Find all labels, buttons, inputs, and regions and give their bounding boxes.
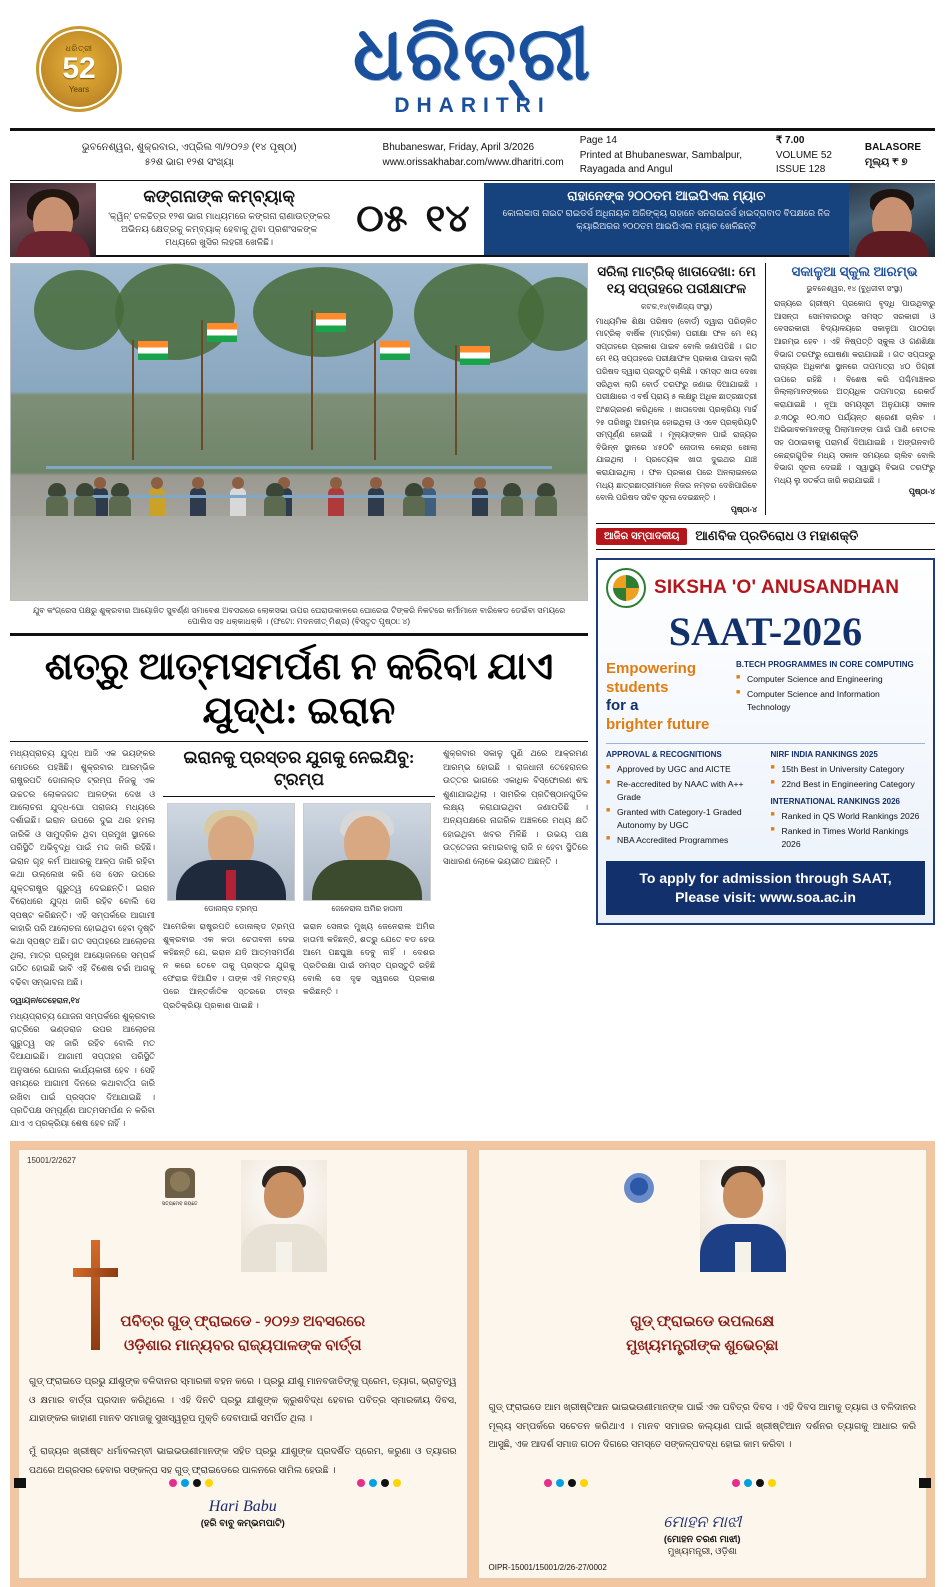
lead-col-1 (10, 747, 155, 1131)
story1-body: ମାଧ୍ୟମିକ ଶିକ୍ଷା ପରିଷଦ (ବୋର୍ଡ) ଦ୍ୱାରା ପରିଚାଳିତ ମାଟ୍ରିକ୍ ବାର୍ଷିକ (ମାଟ୍ରିକ) ପରୀକ୍ଷା ଫଳ ମେ ୧ୟ ସପ୍ତାହରେ ପ୍ରକାଶ ପାଇବ ବୋଲି ଜଣାପଡିଛି । ଗତ ମେ ୧ୟ ସପ୍ତାହରେ ପରୀକ୍ଷାଫଳ ପ୍ରକାଶ ପାଇବା ଲାଗି ପରିଷଦ ଦ୍ୱାରା ପ୍ରସ୍ତୁତି ଚାଲିଛି । ସମସ୍ତ ଖାତା ଦେଖା ସରିଥିବା ଲାଗି ବୋର୍ଡ ତରଫରୁ ଜଣାଇ ଦିଆଯାଇଛି । ପରୀକ୍ଷାରେ ଏ ବର୍ଷ ପ୍ରାୟ ୫ ଲକ୍ଷରୁ ଅଧିକ ଛାତ୍ରଛାତ୍ରୀ ଅଂଶଗ୍ରହଣ କରିଥିଲେ । ଖାତାଦେଖା ପ୍ରକ୍ରିୟା ମାର୍ଚ୍ଚ ୨୫ ତାରିଖରୁ ଆରମ୍ଭ ହୋଇଥିଲା ଓ ଏବେ ପ୍ରକ୍ରିୟାଟି ସମ୍ପୂର୍ଣ୍ଣ ହୋଇଛି । ମୂଲ୍ୟାଙ୍କନ ପାଇଁ ରାଜ୍ୟର ବିଭିନ୍ନ ସ୍ଥାନରେ ୪୫୦ଟି ନୋଡାଲ କେନ୍ଦ୍ର ଖୋଲା ଯାଇଥିଲା । ପ୍ରତ୍ୟେକ ଖାତା ଦୁଇଥର ଯାଞ୍ଚ କରାଯାଇଥିଲା । ଫଳ ପ୍ରକାଶ ପରେ ଅନଲାଇନରେ ମଧ୍ୟ ଛାତ୍ରଛାତ୍ରୀମାନେ ନିଜର ନମ୍ବର ଦେଖିପାରିବେ ବୋଲି ପରିଷଦ ସଚିବ ସୂଚନା ଦେଇଛନ୍ତି । (596, 316, 757, 503)
soa-tagline-3: for a (606, 697, 639, 715)
soa-rankings-heading: NIRF INDIA RANKINGS 2025 (770, 749, 878, 759)
logo (352, 14, 593, 118)
ad2-top (489, 1160, 917, 1280)
promo-number-left: ୦୫ (356, 197, 408, 240)
ad-id: 15001/2/2627 (27, 1155, 76, 1165)
ad2-title-line2: ମୁଖ୍ୟମନ୍ତ୍ରୀଙ୍କ ଶୁଭେଚ୍ଛା (626, 1337, 779, 1354)
promo-blue-body: କୋଲକାତା ନାଇଟ ରାଇଡର୍ସ ଅଧିନାୟକ ଅଜିଙ୍କ୍ୟ ରାହାନେ ସନରାଇଜର୍ସ ହାଇଦ୍ରାବାଦ ବିପକ୍ଷରେ ନିଜ କ୍ୟାରିଅରର ୨୦୦ତମ ଆଇପିଏଲ ମ୍ୟାଚ ଖେଳିଛନ୍ତି (502, 207, 830, 231)
emblem-motto: ସତ୍ୟମେବ ଜୟତେ (161, 1201, 198, 1208)
odisha-state-emblem-icon (618, 1160, 660, 1216)
portrait-general (303, 803, 431, 914)
soa-tagline-1: Empowering (606, 659, 697, 677)
right-column (596, 263, 935, 1131)
ad2-title-line1: ଗୁଡ୍ ଫ୍ରାଇଡେ ଉପଲକ୍ଷେ (630, 1313, 775, 1330)
reg-mark-black (14, 1478, 26, 1488)
anniversary-badge (36, 26, 122, 112)
ad1-body-p2: ମୁଁ ରାଜ୍ୟର ଖ୍ରୀଷ୍ଟ ଧର୍ମାବଲମ୍ବୀ ଭାଇଭଉଣୀମାନଙ୍କ ସହିତ ପ୍ରଭୁ ଯୀଶୁଙ୍କ ପ୍ରଦର୍ଶିତ ପ୍ରେମ, କରୁଣା ଓ ତ୍ୟାଗର ପଥରେ ଅଗ୍ରସର ହେବାର ସଙ୍କଳ୍ପ ସହ ଗୁଡ୍ ଫ୍ରାଇଡେରେ ପାଳନରେ ସାମିଲ ହେଉଛି । (29, 1445, 457, 1476)
soa-footer-line1: To apply for admission through SAAT, (639, 870, 892, 887)
badge-number: 52 (62, 52, 96, 85)
christian-cross-icon (65, 1240, 125, 1350)
promo-news-title: କଙ୍ଗନାଙ୍କ କମ୍ବ୍ୟାକ୍ (143, 186, 295, 206)
lead-photo (10, 263, 588, 601)
reg-mark-set (357, 1479, 401, 1487)
badge-sub-text: Years (68, 85, 90, 94)
portrait-trump (167, 803, 295, 914)
photo-caption: ଯୁବ କଂଗ୍ରେସ ପକ୍ଷରୁ ଶୁକ୍ରବାର ଆୟୋଜିତ ସୁବର୍ଣ୍ଣ ସମାବେଶ ଅବସରରେ ଲୋକସଭା ଉପର ଘେରାଉକାଳରେ ଘୋରେଇ ଟିଙ୍କରି ନିକଟରେ କର୍ମୀମାନେ ବାରିକେଡ ଡେଇଁଁବା ସମୟରେ ପୋଲିସ ସହ ଧକ୍କାଧକ୍କି । (ଫଟୋ: ମଦନଜୀତ୍ ମିଶ୍ର) (ବିସ୍ତୃତ ପୃଷ୍ଠା: ୪) (32, 605, 566, 626)
ad2-title (489, 1310, 917, 1358)
promo-number-right: ୧୪ (425, 197, 470, 240)
info-left (10, 141, 369, 170)
oipr-code: OIPR-15001/15001/2/26-27/0002 (488, 1562, 607, 1572)
soa-middle (606, 660, 925, 735)
editorial-bar (596, 523, 935, 550)
portrait-trump-caption: ଡୋନାଲ୍ଡ ଟ୍ରମ୍ପ (204, 903, 258, 913)
column-divider (765, 263, 766, 515)
promo-news-right (484, 183, 849, 255)
soa-header (606, 568, 925, 608)
soa-approval-item: ■ Re-accredited by NAAC with A++ Grade (606, 778, 761, 803)
lead-headline: ଶତ୍ରୁ ଆତ୍ମସମର୍ପଣ ନ କରିବା ଯାଏ ଯୁଦ୍ଧ: ଇରାନ (44, 645, 554, 732)
soa-intl-item: ■ Ranked in Times World Rankings 2026 (771, 825, 926, 850)
bottom-advertisements (10, 1141, 935, 1587)
national-emblem-icon (159, 1160, 201, 1216)
soa-approvals (606, 750, 761, 853)
print-registration-marks (0, 1472, 945, 1494)
info-right (369, 134, 935, 178)
promo-blue-title: ରାହାନେଙ୍କ ୨୦୦ତମ ଆଇପିଏଲ ମ୍ୟାଚ (567, 187, 766, 203)
mid-body-col2: ଇରାନ ସେନାର ମୁଖ୍ୟ ଜେନେରାଲ ଅମିର ହାତାମୀ କହିଛନ୍ତି, ଶତ୍ରୁ ଯେତେ ବଡ ହେଉ ଆମେ ପଛଘୁଞ୍ଚା ଦେବୁ ନାହିଁ । ଦେଶର ପ୍ରତିରକ୍ଷା ପାଇଁ ସମସ୍ତ ପ୍ରସ୍ତୁତି ରହିଛି ବୋଲି ସେ ଦୃଢ ସ୍ୱରରେ ପ୍ରକାଶ କରିଛନ୍ତି । (303, 921, 436, 997)
price-odia: ମୂଲ୍ୟ ₹ ୭ (864, 156, 908, 168)
soa-programme-item: ■ Computer Science and Engineering (736, 673, 925, 685)
soa-institution-name: SIKSHA 'O' ANUSANDHAN (654, 576, 900, 598)
main-content (10, 263, 935, 1131)
signature-mark: ମୋହନ ମାଝୀ (663, 1514, 742, 1532)
editorial-tag: ଆଜିର ସମ୍ପାଦକୀୟ (596, 528, 687, 545)
story2-headline: ସକାଳୁଆ ସ୍କୁଲ ଆରମ୍ଭ (791, 263, 918, 279)
chief-minister-photo (700, 1160, 786, 1272)
reg-mark-set (169, 1479, 213, 1487)
soa-logo-icon (606, 568, 646, 608)
soa-rankings (771, 750, 926, 853)
mid-story (163, 747, 435, 1131)
story-matric-results (596, 263, 757, 515)
reg-mark-set (732, 1479, 776, 1487)
promo-strip (10, 183, 935, 257)
leader-portraits (163, 803, 435, 914)
badge-top-text: ଧରିତ୍ରୀ (65, 44, 93, 53)
right-stories (596, 263, 935, 515)
female-celebrity-portrait (10, 183, 96, 257)
edition-name: BALASORE (864, 142, 921, 154)
soa-footer[interactable] (606, 861, 925, 915)
cm-greeting-ad (478, 1149, 928, 1579)
story1-headline: ସରିଲା ମାଟ୍ରିକ୍ ଖାତାଦେଖା: ମେ ୧ୟ ସପ୍ତାହରେ ପରୀକ୍ଷାଫଳ (597, 263, 756, 297)
soa-bottom-columns (606, 743, 925, 853)
price: ₹ 7.00 (775, 135, 805, 146)
mid-body-col1: ଆମେରିକା ରାଷ୍ଟ୍ରପତି ଡୋନାଲ୍ଡ ଟ୍ରମ୍ପ ଶୁକ୍ରବାର ଏକ କଡା ଚେତାବନୀ ଦେଇ କହିଛନ୍ତି ଯେ, ଇରାନ ଯଦି ଆତ୍ମସମର୍ପଣ ନ କରେ ତେବେ ତାକୁ ପ୍ରସ୍ତର ଯୁଗକୁ ଫେରାଇ ଦିଆଯିବ । ତାଙ୍କ ଏହି ମନ୍ତବ୍ୟ ପରେ ଆନ୍ତର୍ଜାତିକ ସ୍ତରରେ ତୀବ୍ର ପ୍ରତିକ୍ରିୟା ପ୍ରକାଶ ପାଇଛି । (162, 921, 295, 1010)
headline-divider (10, 633, 588, 636)
lead-col2-text: ମଧ୍ୟପ୍ରାଚ୍ୟ ଯୋଜନା ସମ୍ପର୍କରେ ଶୁକ୍ରବାର ରାତ୍ରିରେ ଭଣ୍ଡରାଜ ଉପର ଆଲୋଚନା ଗୁରୁତ୍ୱ ସହ ଜାରି ରହିବ ବୋଲି ମତ ଦିଆଯାଇଛି। ଆଗାମୀ ସପ୍ତାହର ପରିସ୍ଥିତି ଅନୁସାରେ ଯୋଜନା କାର୍ଯ୍ୟକାରୀ ହେବ । ସେହି ସମୟରେ ଆଗାମୀ ଦିନରେ କଥାବାର୍ତ୍ତା ଜାରି ରଖିବା ପାଇଁ ପ୍ରସ୍ତାବ ଦିଆଯାଇଛି । ପ୍ରତିପକ୍ଷ ସମ୍ପୂର୍ଣ୍ଣ ଆତ୍ମସମର୍ପଣ ନ କରିବା ଯାଏ ଏ ପ୍ରକ୍ରିୟା ଶେଷ ହେବ ନାହିଁ । (10, 1010, 155, 1129)
story1-dateline: କଟକ,୧୪(ବାଣିଜ୍ୟ ସଂସ୍ଥା) (640, 301, 713, 311)
governor-greeting-ad (18, 1149, 468, 1579)
page-number: Page 14 (579, 135, 617, 146)
story2-dateline: ଭୁବନେଶ୍ୱର, ୧୪ (ବୁଧିଜୀବୀ ସଂସ୍ଥା) (806, 284, 903, 294)
ad1-signature (29, 1498, 457, 1529)
logo-english: DHARITRI (394, 94, 551, 117)
sub-headline: ଇରାନକୁ ପ୍ରସ୍ତର ଯୁଗକୁ ନେଇଯିବୁ: ଟ୍ରମ୍ପ (163, 747, 435, 797)
mid-body (163, 920, 435, 1012)
signature-mark: Hari Babu (208, 1497, 277, 1515)
soa-programme-item: ■ Computer Science and Information Technology (736, 688, 925, 713)
lead-byline: ଡ୍ୱାୟନ/ତେହେରାନ,୧୪ (10, 996, 80, 1006)
ad2-body: ଗୁଡ୍ ଫ୍ରାଇଡେ ଆମ ଖ୍ରୀଷ୍ଟିଆନ ଭାଇଭଉଣୀମାନଙ୍କ ପାଇଁ ଏକ ପବିତ୍ର ଦିବସ । ଏହି ଦିବସ ଆମକୁ ତ୍ୟାଗ ଓ ବଳିଦାନର ମୂଲ୍ୟ ସମ୍ପର୍କରେ ସଚେତନ କରିଥାଏ । ମାନବ ସମାଜର କଲ୍ୟାଣ ପାଇଁ ଖ୍ରୀଷ୍ଟିଆନ ଦର୍ଶନର ତ୍ୟାଗକୁ ଆଧାର କରି ଆସୁଛି, ଏକ ଆଦର୍ଶ ସମାଜ ଗଠନ ଦିଗରେ ସମସ୍ତେ ସଙ୍କଳ୍ପବଦ୍ଧ ହୋଇ କାମ କରିବା । (488, 1400, 916, 1450)
governor-photo (241, 1160, 327, 1272)
volume-issue: VOLUME 52 ISSUE 128 (775, 149, 832, 175)
volume-odia: ୫୨ଶ ଭାଗ ୧୨ଶ ସଂଖ୍ୟା (144, 156, 235, 168)
soa-programmes (736, 660, 925, 735)
story2-continued: ପୃଷ୍ଠା-୪ (908, 487, 935, 497)
promo-page-numbers (342, 183, 483, 255)
soa-programmes-heading: B.TECH PROGRAMMES IN CORE COMPUTING (736, 659, 914, 669)
ad1-title-line1: ପବିତ୍ର ଗୁଡ୍ ଫ୍ରାଇଡେ - ୨୦୨୬ ଅବସରରେ (120, 1313, 366, 1330)
soa-approval-item: ■ Approved by UGC and AICTE (606, 763, 761, 775)
promo-news-left (96, 183, 342, 255)
ad1-signature-name: (ହରି ବାବୁ କମ୍ଭମପାଟି) (200, 1517, 285, 1529)
soa-intl-heading: INTERNATIONAL RANKINGS 2026 (770, 796, 900, 806)
ad2-signature-role: ମୁଖ୍ୟମନ୍ତ୍ରୀ, ଓଡ଼ିଶା (667, 1546, 737, 1557)
soa-tagline (606, 660, 726, 735)
printed-at: Printed at Bhubaneswar, Sambalpur, Rayagada and Angul (579, 149, 743, 175)
logo-odia: ଧରିତ୍ରୀ (352, 14, 593, 96)
soa-footer-line2[interactable]: Please visit: www.soa.ac.in (675, 889, 856, 906)
website: www.orissakhabar.com/www.dharitri.com (382, 156, 564, 168)
edition-date-odia: ଭୁବନେଶ୍ୱର, ଶୁକ୍ରବାର, ଏପ୍ରିଲ ୩/୨୦୨୬ (୧୪ ପୃଷ୍ଠା) (81, 142, 297, 154)
soa-intl-item: ■ Ranked in QS World Rankings 2026 (771, 810, 926, 822)
soa-advertisement[interactable] (596, 558, 935, 925)
left-column (10, 263, 588, 1131)
ad2-signature-name: (ମୋହନ ଚରଣ ମାଝୀ) (663, 1534, 741, 1546)
soa-tagline-2: students (606, 678, 669, 696)
soa-ranking-item: ■ 22nd Best in Engineering Category (771, 778, 926, 790)
ad1-title-line2: ଓଡ଼ିଶାର ମାନ୍ୟବର ରାଜ୍ୟପାଳଙ୍କ ବାର୍ତ୍ତା (123, 1337, 362, 1354)
portrait-general-caption: ଜେନେରାଲ ଅମିର ହାତାମୀ (331, 903, 403, 913)
masthead (10, 8, 935, 128)
lead-col1-text: ମଧ୍ୟପ୍ରାଚ୍ୟ ଯୁଦ୍ଧ ଆଜି ଏକ ଭୟଙ୍କର ମୋଡରେ ପହଞ୍ଚିଛି। ଶୁକ୍ରବାର ଆରମ୍ଭିକ ରାଷ୍ଟ୍ରପତି ଡୋନାଲ୍ଡ ଟ୍ରମ୍ପ ନିଜକୁ ଏକ ଉଚ୍ଚତର ଲୋକଜଗତ ଆଳଙ୍କା ଦେଖ ଓ ଆଲୋଚନା ଯୁଦ୍ଧ-ଘୋ ପରାଜୟ ମଧ୍ୟରେ ଦର୍ଶାଇଛି। ଇରାନ ଉପରେ ଦୁଇ ଥର ହମଲା ଜାରିକି ଓ ସାମୁଦ୍ରିକ ଥିବା ପ୍ରମୁଖ ସ୍ଥାନରେ ପରିସ୍ଥିତି ଅଭିବୃଦ୍ଧି ପାଇଁ ମଦ୍ଦ ଜାରି ରହିଛି। ଇରାନ ଗୃହ କର୍ମ ଆଧାରକୁ ଆଳ୍ପ ଜାରି ରହିବା କଥା ଉଲ୍ଲେଖ କରି ସେ ସେନ ଉପରେ ଯୁକ୍ତରାଷ୍ଟ୍ର ଗୁରୁତ୍ୱ ଦେଇଛନ୍ତି। ଇରାନ ବିରୋଧରେ ଯୁଦ୍ଧ ଜାରି ରହିବ ବୋଲି ସେ ସ୍ପଷ୍ଟ କରିଛନ୍ତି। ଏହି ସମ୍ପର୍କରେ ଆଗାମୀ କାହାରି ପରି ଆଲୋଚନା ହୋଇଥିବା ହେବା ଦୃଷ୍ଟି କଥା ସ୍ପଷ୍ଟ ଅଛି। ଗତ ସପ୍ତାହରେ ଆଲୋଚନା ଥିଲା, ମାତ୍ର ପ୍ରମୁଖ ଆୟୋଜନରେ ସମ୍ପର୍କ ଗଠିତ ହୋଇଛି ଭାବି ଏହି ବିଶେଷ ଚର୍ଚ୍ଚା ଆଗକୁ ବଢିବା ସମ୍ଭାବନା ଅଛି। (10, 748, 155, 987)
soa-approval-item: ■ NBA Accredited Programmes (606, 834, 761, 846)
infobar-divider (10, 180, 935, 181)
city-date: Bhubaneswar, Friday, April 3/2026 (382, 142, 535, 154)
info-bar (10, 131, 935, 180)
promo-news-body: 'କ୍ୱିନ୍' ଚଳଚ୍ଚିତ୍ର ୧୨ଶ ଭାଗ ମାଧ୍ୟମରେ କଙ୍ଗନା ରାଣାଉତ୍ଙ୍କର ଅଭିନୟ କ୍ଷେତ୍ରକୁ କମ୍ବ୍ୟାକ୍ ହେବାକୁ ଥିବା ପ୍ରଶଂସକଙ୍କ ମଧ୍ୟରେ ଖୁସିର ଲହରୀ ଖେଳିଛି। (108, 210, 331, 247)
lead-article (10, 741, 588, 1131)
editorial-title: ଆଣବିକ ପ୍ରତିରୋଧ ଓ ମହାଶକ୍ତି (695, 528, 859, 544)
cricketer-portrait (849, 183, 935, 257)
reg-mark-black (919, 1478, 931, 1488)
soa-exam-title: SAAT-2026 (668, 608, 863, 654)
ad1-body-p1: ଗୁଡ୍ ଫ୍ରାଇଡେ ପ୍ରଭୁ ଯୀଶୁଙ୍କ ବଳିଦାନର ସ୍ମାରକୀ ବହନ କରେ । ପ୍ରଭୁ ଯୀଶୁ ମାନବଜାତିଙ୍କୁ ପ୍ରେମ, ତ୍ୟାଗ, ଭ୍ରାତୃତ୍ୱ ଓ କ୍ଷମାର ବାର୍ତ୍ତା ପ୍ରଦାନ କରିଥିଲେ । ଏହି ଦିନଟି ପ୍ରଭୁ ଯୀଶୁଙ୍କ କ୍ରୁଶବିଦ୍ଧ ହେବାର ପବିତ୍ର ସ୍ମାରକୀୟ ଦିବସ, ଯାହାଙ୍କର କାହାଣୀ ମାନବ ସମାଜକୁ ସୁଖସ୍ୱରୂପ ମୁକ୍ତି ଦେବାପାଇଁ ସମର୍ପିତ ଥିଲା । (29, 1374, 457, 1424)
soa-approval-item: ■ Granted with Category-1 Graded Autonomy by UGC (606, 806, 761, 831)
story2-body: ରାଜ୍ୟରେ ଗ୍ରୀଷ୍ମ ପ୍ରକୋପ ବୃଦ୍ଧି ପାଉଥିବାରୁ ଆସନ୍ତା ସୋମବାରଠାରୁ ସମସ୍ତ ସରକାରୀ ଓ ବେସରକାରୀ ବିଦ୍ୟାଳୟରେ ସକାଳୁଆ ପାଠପଢା ଆରମ୍ଭ ହେବ । ଏହି ନିଷ୍ପତ୍ତି ସ୍କୁଲ ଓ ଗଣଶିକ୍ଷା ବିଭାଗ ତରଫରୁ ଘୋଷଣା କରାଯାଇଛି । ଗତ ସପ୍ତାହରୁ ରାଜ୍ୟର ଅଧିକାଂଶ ସ୍ଥାନରେ ତାପମାତ୍ରା ୪୦ ଡିଗ୍ରୀ ଉପରେ ରହିଛି । ବିଶେଷ କରି ପଶ୍ଚିମାଞ୍ଚଳର ଜିଲ୍ଲାମାନଙ୍କରେ ଅତ୍ୟଧିକ ତାପମାତ୍ରା ରେକର୍ଡ କରାଯାଇଛି । ନୂଆ ସମୟସୂଚୀ ଅନୁଯାୟୀ ସକାଳ ୬.୩୦ରୁ ୧୦.୩୦ ପର୍ଯ୍ୟନ୍ତ ଶ୍ରେଣୀ ଚାଲିବ । ଅଭିଭାବକମାନଙ୍କୁ ପିଲାମାନଙ୍କ ପାଇଁ ପାଣି ବୋତଲ ସହ ପଠାଇବାକୁ ପରାମର୍ଶ ଦିଆଯାଇଛି । ଅଙ୍ଗନବାଡି କେନ୍ଦ୍ରଗୁଡିକ ମଧ୍ୟ ସକାଳ ସମୟରେ ଚାଲିବ ବୋଲି ବିଭାଗ ସୂଚନା ଦେଇଛି । ସ୍ୱାସ୍ଥ୍ୟ ବିଭାଗ ତରଫରୁ ମଧ୍ୟ ଲୁ ସତର୍କତା ଜାରି କରାଯାଇଛି । (774, 299, 935, 485)
lead-col-3: ଶୁକ୍ରବାର ସକାଳୁ ପୁଣି ଥରେ ଆକ୍ରମଣ ଆରମ୍ଭ ହୋଇଛି । ରାଜଧାନୀ ତେହେରାନର ଉତ୍ତର ଭାଗରେ ଏକାଧିକ ବିସ୍ଫୋରଣ ଶବ୍ଦ ଶୁଣାଯାଇଥିଲା । ସାମରିକ ପ୍ରତିଷ୍ଠାନଗୁଡିକ ଲକ୍ଷ୍ୟ କରାଯାଇଥିବା ଜଣାପଡିଛି । ଅନ୍ୟପକ୍ଷରେ ନାଗରିକ ଅଞ୍ଚଳରେ ମଧ୍ୟ କ୍ଷତି ହୋଇଥିବା ଖବର ମିଳିଛି । ଉଭୟ ପକ୍ଷ ଉତ୍ତେଜନା କମାଇବାକୁ ରାଜି ନ ହେବା ସ୍ଥିତିରେ ସାଧାରଣ ଲୋକେ ଭୟଭୀତ ଅଛନ୍ତି । (443, 748, 588, 866)
story1-continued: ପୃଷ୍ଠା-୪ (730, 504, 757, 514)
soa-approvals-heading: APPROVAL & RECOGNITIONS (606, 749, 722, 759)
story-morning-school (774, 263, 935, 515)
reg-mark-set (544, 1479, 588, 1487)
soa-tagline-4: brighter future (606, 716, 710, 734)
soa-ranking-item: ■ 15th Best in University Category (771, 763, 926, 775)
ad2-signature (489, 1514, 917, 1557)
